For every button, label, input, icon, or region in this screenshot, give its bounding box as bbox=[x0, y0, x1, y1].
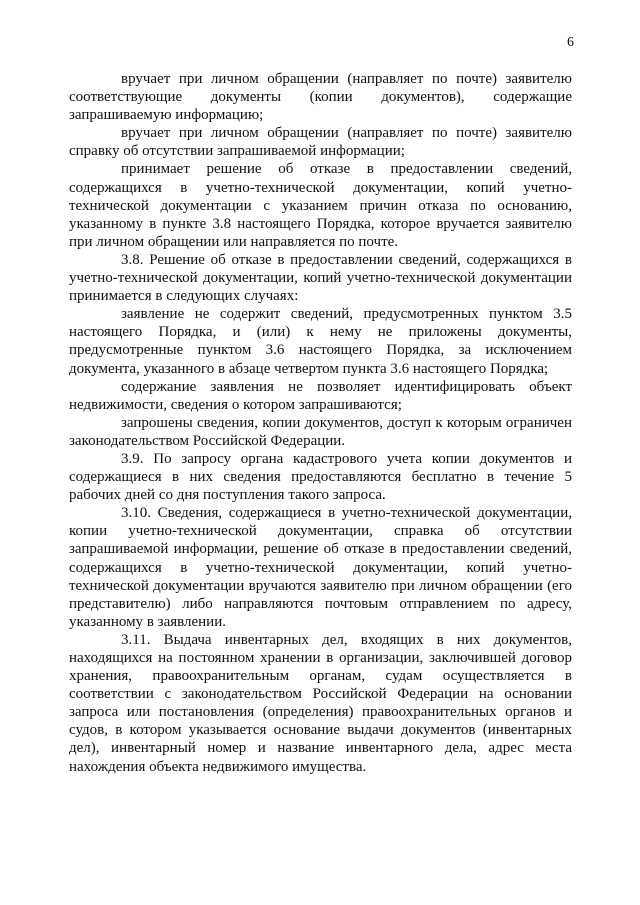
paragraph-3-8: 3.8. Решение об отказе в предоставлении сведений, содержащихся в учетно-технической документации, копий учетно-технической документации принимается в следующих случаях: bbox=[69, 251, 572, 305]
paragraph-3-11: 3.11. Выдача инвентарных дел, входящих в них документов, находящихся на постоянном хранении в организации, заключившей договор хранения, правоохранительным органам, судам осуществляется в соответствии с законодательством Российской Федерации на основании запроса или постановления (определения) правоохранительных органов и судов, в котором указывается основание выдачи документов (инвентарных дел), инвентарный номер и название инвентарного дела, адрес места нахождения объекта недвижимого имущества. bbox=[69, 631, 572, 775]
paragraph-handover-certificate: вручает при личном обращении (направляет по почте) заявителю справку об отсутствии запрашиваемой информации; bbox=[69, 125, 572, 160]
paragraph-case-restricted: запрошены сведения, копии документов, доступ к которым ограничен законодательством Российской Федерации. bbox=[69, 414, 572, 449]
paragraph-3-9: 3.9. По запросу органа кадастрового учета копии документов и содержащиеся в них сведения предоставляются бесплатно в течение 5 рабочих дней со дня поступления такого запроса. bbox=[69, 450, 572, 504]
paragraph-case-unidentifiable: содержание заявления не позволяет идентифицировать объект недвижимости, сведения о котором запрашиваются; bbox=[69, 378, 572, 413]
paragraph-3-10: 3.10. Сведения, содержащиеся в учетно-технической документации, копии учетно-технической документации, справка об отсутствии запрашиваемой информации, решение об отказе в предоставлении сведений, содержащихся в учетно-технической документации, копий учетно-технической документации вручаются заявителю при личном обращении (его представителю) либо направляются почтовым отправлением по адресу, указанному в заявлении. bbox=[69, 505, 572, 630]
paragraph-refusal-decision: принимает решение об отказе в предоставлении сведений, содержащихся в учетно-технической документации, копий учетно-технической документации с указанием причин отказа по основанию, указанному в пункте 3.8 настоящего Порядка, которое вручается заявителю при личном обращении или направляется по почте. bbox=[69, 161, 572, 250]
document-body bbox=[69, 70, 572, 776]
paragraph-case-missing-info: заявление не содержит сведений, предусмотренных пунктом 3.5 настоящего Порядка, и (или) к нему не приложены документы, предусмотренные пунктом 3.6 настоящего Порядка, за исключением документа, указанного в абзаце четвертом пункта 3.6 настоящего Порядка; bbox=[69, 306, 572, 377]
page-number: 6 bbox=[567, 35, 574, 50]
paragraph-handover-documents: вручает при личном обращении (направляет по почте) заявителю соответствующие документы (копии документов), содержащие запрашиваемую информацию; bbox=[69, 71, 572, 124]
